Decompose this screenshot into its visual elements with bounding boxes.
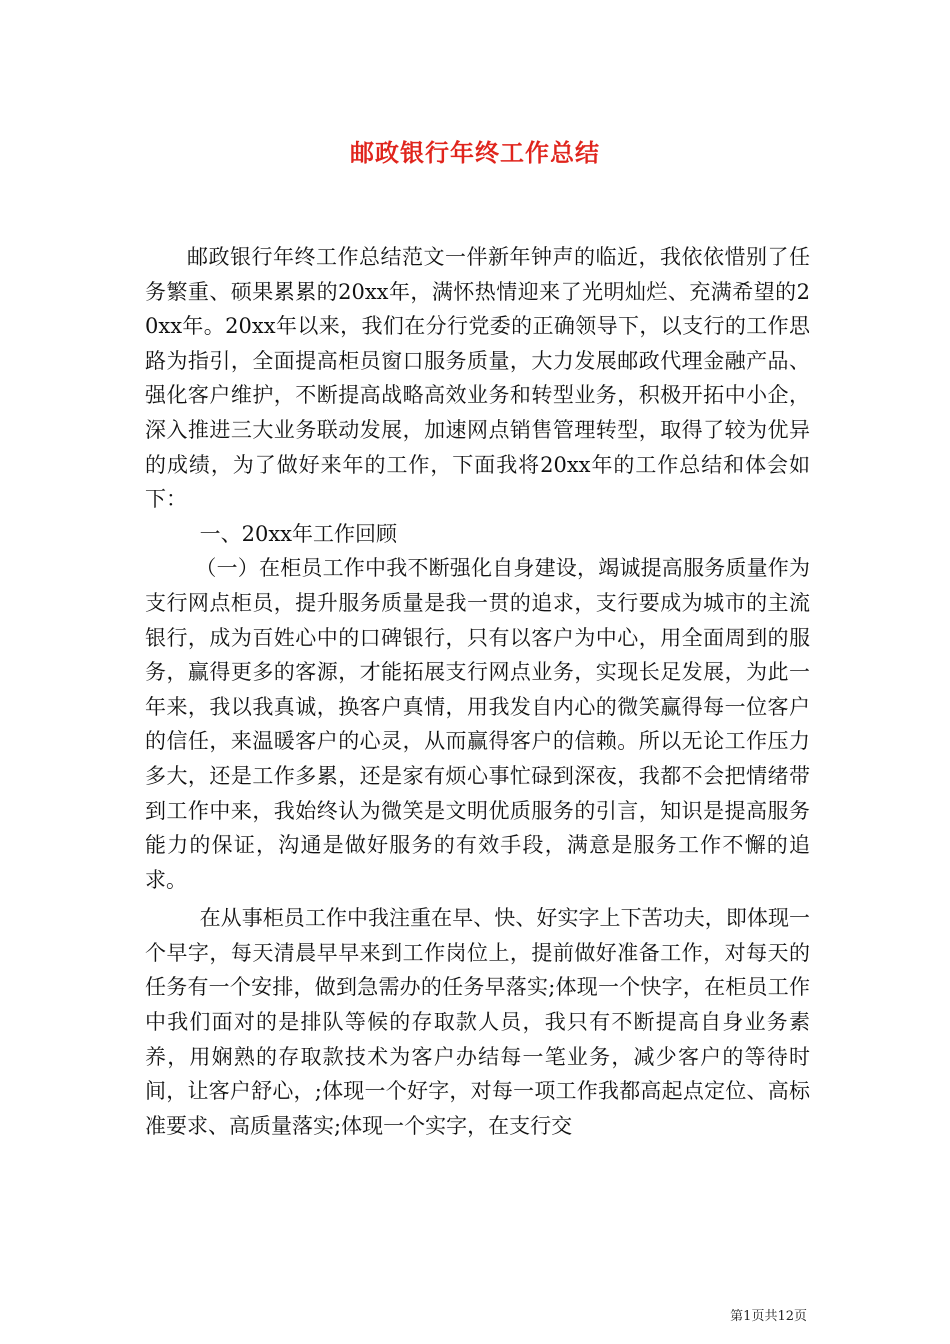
intro-paragraph: 邮政银行年终工作总结范文一伴新年钟声的临近，我依依惜别了任务繁重、硕果累累的20xx年，满怀热情迎来了光明灿烂、充满希望的20xx年。20xx年以来，我们在分行党委的正确领导下，以支行的工作思路为指引，全面提高柜员窗口服务质量，大力发展邮政代理金融产品、强化客户维护，不断提高战略高效业务和转型业务，积极开拓中小企，深入推进三大业务联动发展，加速网点销售管理转型，取得了较为优异的成绩，为了做好来年的工作，下面我将20xx年的工作总结和体会如下： xyxy=(145,245,810,512)
body-paragraph: 在从事柜员工作中我注重在早、快、好实字上下苦功夫，即体现一个早字，每天清晨早早来到工作岗位上，提前做好准备工作，对每天的任务有一个安排，做到急需办的任务早落实;体现一个快字，在柜员工作中我们面对的是排队等候的存取款人员，我只有不断提高自身业务素养，用娴熟的存取款技术为客户办结每一笔业务，减少客户的等待时间，让客户舒心，;体现一个好字，对每一项工作我都高起点定位、高标准要求、高质量落实;体现一个实字，在支行交 xyxy=(145,906,810,1138)
page-number: 第1页共12页 xyxy=(730,1309,807,1324)
subsection-paragraph: （一）在柜员工作中我不断强化自身建设，竭诚提高服务质量作为支行网点柜员，提升服务质量是我一贯的追求，支行要成为城市的主流银行，成为百姓心中的口碑银行，只有以客户为中心，用全面周到的服务，赢得更多的客源，才能拓展支行网点业务，实现长足发展，为此一年来，我以我真诚，换客户真情，用我发自内心的微笑赢得每一位客户的信任，来温暖客户的心灵，从而赢得客户的信赖。所以无论工作压力多大，还是工作多累，还是家有烦心事忙碌到深夜，我都不会把情绪带到工作中来，我始终认为微笑是文明优质服务的引言，知识是提高服务能力的保证，沟通是做好服务的有效手段，满意是服务工作不懈的追求。 xyxy=(145,556,810,892)
section-heading: 一、20xx年工作回顾 xyxy=(199,521,398,546)
document-body xyxy=(145,240,810,1143)
document-title: 邮政银行年终工作总结 xyxy=(350,138,600,167)
